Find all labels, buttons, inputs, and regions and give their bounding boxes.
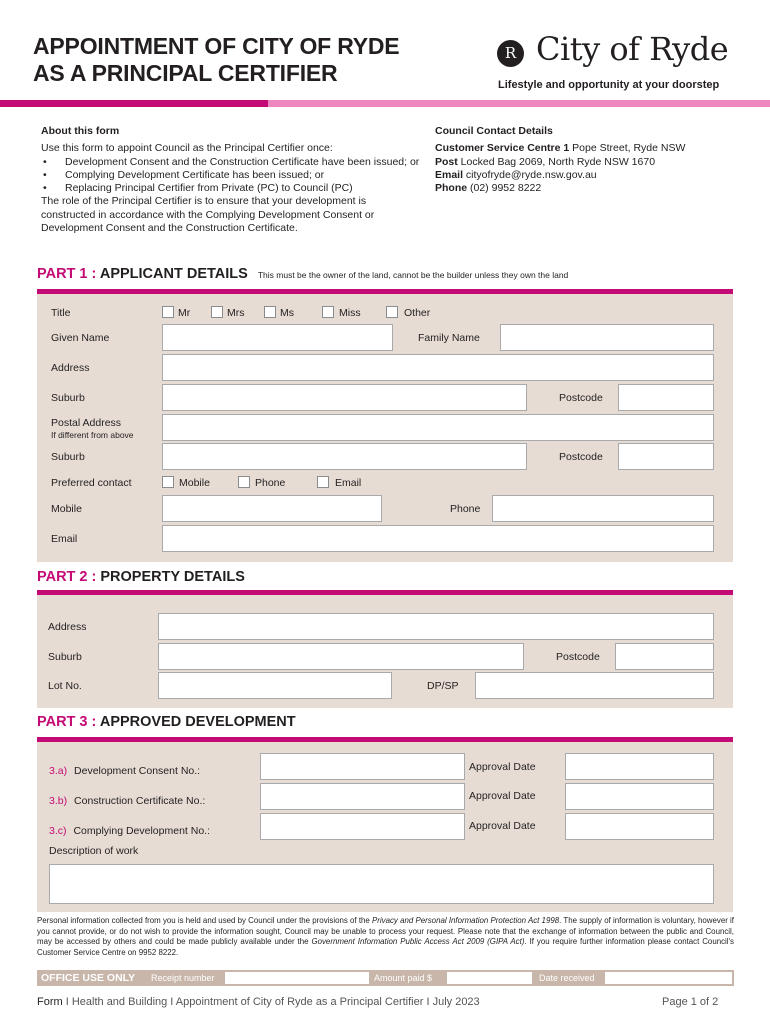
address-input[interactable] [162,354,714,381]
about-bullet: • Complying Development Certificate has been issued; or [41,169,421,182]
privacy-text-1: Personal information collected from you is held and used by Council under the provisions of the [37,916,372,925]
header-bar-dark [0,100,268,107]
item-3b [49,795,205,807]
csc-label: Customer Service Centre 1 [435,142,570,155]
about-intro: Use this form to appoint Council as the Principal Certifier once: [41,142,333,155]
approved-development-panel [37,737,733,912]
description-input[interactable] [49,864,714,904]
phone-value: (02) 9952 8222 [467,182,542,195]
part3-title: APPROVED DEVELOPMENT [96,714,296,730]
postcode-label: Postcode [559,392,603,404]
part1-title: APPLICANT DETAILS [96,266,248,282]
description-label: Description of work [49,845,139,857]
item-number: 3.c) [49,825,67,837]
privacy-notice [37,916,734,958]
property-suburb-input[interactable] [158,643,524,670]
part1-number: PART 1 : [37,266,97,282]
postal-postcode-input[interactable] [618,443,714,470]
mobile-input[interactable] [162,495,382,522]
property-details-panel [37,590,733,708]
contact-csc [435,142,735,155]
footer-form-text: I Health and Building I Appointment of City of Ryde as a Principal Certifier I July 2023 [62,996,480,1008]
about-heading: About this form [41,125,120,137]
privacy-act-2: Government Information Public Access Act 2009 (GIPA Act) [311,937,525,947]
privacy-text-2: . The supply of information is voluntary, however if you cannot provide, or do not wish to provide the information sought, Council may be unable to process your request. Please note that the exchange of information between the public and Council, may be accessed by others and could be made publicly available under the [37,916,734,947]
title-option-label: Other [404,307,431,319]
development-consent-input[interactable] [260,753,465,780]
given-name-input[interactable] [162,324,393,351]
about-role: The role of the Principal Certifier is to ensure that your development is constructed in accordance with the Complying Development Consent or Development Consent and the Construction Certificate. [41,195,375,235]
property-address-label: Address [48,621,87,633]
item-3c [49,825,210,837]
office-use-bar [37,970,734,986]
contact-option-label: Email [335,477,362,489]
city-of-ryde-logo-icon: R [497,40,524,67]
construction-certificate-input[interactable] [260,783,465,810]
contact-post [435,156,735,169]
phone-input[interactable] [492,495,714,522]
part2-number: PART 2 : [37,569,97,585]
applicant-details-panel [37,289,733,562]
development-consent-date-input[interactable] [565,753,714,780]
item-label: Construction Certificate No.: [74,795,206,807]
title-mr-checkbox[interactable] [162,306,174,318]
footer-form-info [37,996,480,1008]
page-title-line2: AS A PRINCIPAL CERTIFIER [33,60,338,86]
email-value: cityofryde@ryde.nsw.gov.au [463,168,597,181]
family-name-label: Family Name [418,332,480,344]
title-label: Title [51,307,71,319]
contact-phone-checkbox[interactable] [238,476,250,488]
privacy-act-1: Privacy and Personal Information Protection Act 1998 [372,916,560,925]
title-option-label: Ms [280,307,294,319]
office-use-label: OFFICE USE ONLY [41,972,136,984]
complying-development-input[interactable] [260,813,465,840]
item-number: 3.b) [49,795,68,807]
page-number: Page 1 of 2 [662,996,719,1008]
title-option-label: Mrs [227,307,245,319]
date-received-label: Date received [539,973,595,983]
contact-option-label: Mobile [179,477,210,489]
complying-development-date-input[interactable] [565,813,714,840]
date-received-field[interactable] [605,972,732,984]
csc-value: Pope Street, Ryde NSW [569,142,686,155]
postal-address-hint: If different from above [51,430,134,440]
part2-heading [37,569,245,585]
post-label: Post [435,155,458,168]
part1-note: This must be the owner of the land, cannot be the builder unless they own the land [257,270,569,280]
about-bullet: • Development Consent and the Construction Certificate have been issued; or [41,156,421,169]
logo-text: City of Ryde [536,30,729,68]
property-postcode-input[interactable] [615,643,714,670]
approval-date-label: Approval Date [469,790,536,802]
header-bar-light [268,100,770,107]
item-number: 3.a) [49,765,68,777]
contact-heading: Council Contact Details [435,125,553,137]
about-section [41,125,421,235]
title-option-label: Mr [178,307,191,319]
preferred-contact-label: Preferred contact [51,477,132,489]
tagline: Lifestyle and opportunity at your doorstep [498,79,720,91]
receipt-label: Receipt number [151,973,215,983]
property-suburb-label: Suburb [48,651,82,663]
title-miss-checkbox[interactable] [322,306,334,318]
amount-paid-field[interactable] [447,972,532,984]
approval-date-label: Approval Date [469,761,536,773]
postal-postcode-label: Postcode [559,451,603,463]
phone-label: Phone [450,503,481,515]
postal-suburb-label: Suburb [51,451,85,463]
part1-heading [37,266,568,282]
email-label: Email [435,168,464,181]
lot-label: Lot No. [48,680,82,692]
part3-number: PART 3 : [37,714,97,730]
post-value: Locked Bag 2069, North Ryde NSW 1670 [457,155,656,168]
item-3a [49,765,200,777]
family-name-input[interactable] [500,324,714,351]
receipt-number-field[interactable] [225,972,369,984]
property-address-input[interactable] [158,613,714,640]
footer-form-word: Form [37,996,63,1008]
title-other-checkbox[interactable] [386,306,398,318]
approval-date-label: Approval Date [469,820,536,832]
email-input[interactable] [162,525,714,552]
contact-phone [435,182,735,195]
suburb-input[interactable] [162,384,527,411]
address-label: Address [51,362,90,374]
contact-email-checkbox[interactable] [317,476,329,488]
contact-option-label: Phone [255,477,286,489]
dpsp-label: DP/SP [427,680,459,692]
title-ms-checkbox[interactable] [264,306,276,318]
item-label: Complying Development No.: [73,825,210,837]
privacy-text-3: . If you require further information please contact Council's Customer Service Centre on 9952 8222. [37,937,735,957]
mobile-label: Mobile [51,503,82,515]
given-name-label: Given Name [51,332,110,344]
contact-email [435,169,735,182]
item-label: Development Consent No.: [74,765,201,777]
postal-suburb-input[interactable] [162,443,527,470]
part2-title: PROPERTY DETAILS [96,569,245,585]
lot-input[interactable] [158,672,392,699]
postal-address-input[interactable] [162,414,714,441]
suburb-label: Suburb [51,392,85,404]
email-label: Email [51,533,78,545]
title-mrs-checkbox[interactable] [211,306,223,318]
about-bullet: • Replacing Principal Certifier from Private (PC) to Council (PC) [41,182,421,195]
part3-heading [37,714,296,730]
postcode-input[interactable] [618,384,714,411]
property-postcode-label: Postcode [556,651,600,663]
contact-section [435,125,735,195]
title-option-label: Miss [339,307,361,319]
phone-label: Phone [435,182,468,195]
page-title-line1: APPOINTMENT OF CITY OF RYDE [33,33,400,59]
page-title [33,33,493,87]
amount-label: Amount paid $ [374,973,433,983]
contact-mobile-checkbox[interactable] [162,476,174,488]
construction-certificate-date-input[interactable] [565,783,714,810]
dpsp-input[interactable] [475,672,714,699]
postal-address-label: Postal Address [51,417,122,429]
